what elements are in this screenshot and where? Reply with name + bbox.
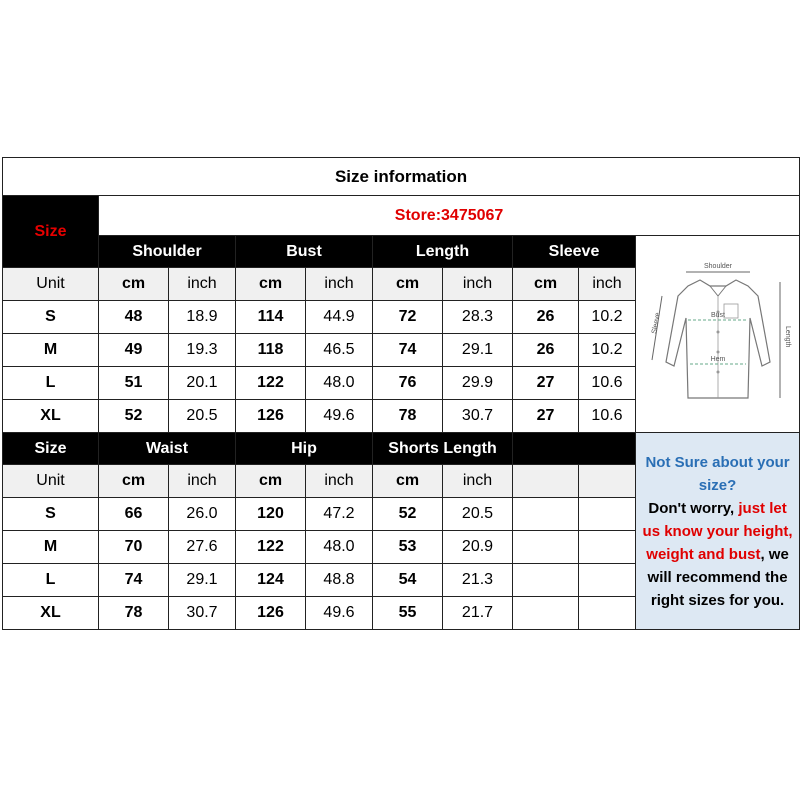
empty-cell (513, 465, 579, 498)
size-cell: S (3, 498, 99, 531)
unit-cm: cm (99, 268, 169, 301)
header-shoulder: Shoulder (99, 236, 236, 268)
value-cell: 26 (513, 334, 579, 367)
empty-cell (513, 498, 579, 531)
unit-cm: cm (236, 268, 306, 301)
empty-cell (513, 531, 579, 564)
value-cell: 26 (513, 301, 579, 334)
note-question: Not Sure about your size? (645, 453, 790, 494)
value-cell: 10.6 (579, 400, 636, 433)
value-cell: 27 (513, 367, 579, 400)
value-cell: 78 (99, 597, 169, 630)
value-cell: 51 (99, 367, 169, 400)
value-cell: 52 (99, 400, 169, 433)
size-column-label: Size (3, 196, 99, 268)
value-cell: 48.0 (306, 531, 373, 564)
unit-cm: cm (513, 268, 579, 301)
diagram-bust-label: Bust (710, 311, 725, 319)
unit-cm: cm (373, 268, 443, 301)
empty-cell (579, 531, 636, 564)
empty-cell (579, 564, 636, 597)
header-shorts-length: Shorts Length (373, 433, 513, 465)
value-cell: 20.9 (443, 531, 513, 564)
value-cell: 49.6 (306, 597, 373, 630)
value-cell: 120 (236, 498, 306, 531)
note-recommend: , we will recommend the right sizes for you. (647, 545, 789, 609)
note-request: just let us know your height, weight and bust (642, 499, 793, 563)
empty-cell (579, 498, 636, 531)
value-cell: 70 (99, 531, 169, 564)
value-cell: 66 (99, 498, 169, 531)
value-cell: 28.3 (443, 301, 513, 334)
value-cell: 29.9 (443, 367, 513, 400)
unit-inch: inch (443, 268, 513, 301)
value-cell: 55 (373, 597, 443, 630)
value-cell: 76 (373, 367, 443, 400)
value-cell: 48 (99, 301, 169, 334)
value-cell: 10.6 (579, 367, 636, 400)
empty-cell (579, 597, 636, 630)
value-cell: 21.7 (443, 597, 513, 630)
value-cell: 49.6 (306, 400, 373, 433)
value-cell: 72 (373, 301, 443, 334)
unit-inch: inch (579, 268, 636, 301)
value-cell: 124 (236, 564, 306, 597)
value-cell: 122 (236, 367, 306, 400)
unit-inch: inch (443, 465, 513, 498)
size-cell: M (3, 334, 99, 367)
empty-cell (513, 597, 579, 630)
value-cell: 10.2 (579, 301, 636, 334)
value-cell: 78 (373, 400, 443, 433)
value-cell: 54 (373, 564, 443, 597)
value-cell: 20.5 (169, 400, 236, 433)
size-cell: XL (3, 597, 99, 630)
size-cell: M (3, 531, 99, 564)
store-label: Store:3475067 (99, 196, 800, 236)
unit-inch: inch (306, 465, 373, 498)
header-bust: Bust (236, 236, 373, 268)
value-cell: 122 (236, 531, 306, 564)
value-cell: 10.2 (579, 334, 636, 367)
size-cell: L (3, 367, 99, 400)
unit-cm: cm (373, 465, 443, 498)
size-cell: XL (3, 400, 99, 433)
size-help-note (636, 433, 800, 630)
value-cell: 26.0 (169, 498, 236, 531)
value-cell: 48.0 (306, 367, 373, 400)
header-size: Size (3, 433, 99, 465)
header-empty (513, 433, 636, 465)
value-cell: 126 (236, 597, 306, 630)
note-dont-worry: Don't worry, (648, 499, 739, 517)
header-length: Length (373, 236, 513, 268)
value-cell: 126 (236, 400, 306, 433)
value-cell: 29.1 (443, 334, 513, 367)
value-cell: 30.7 (169, 597, 236, 630)
value-cell: 52 (373, 498, 443, 531)
unit-cm: cm (99, 465, 169, 498)
value-cell: 29.1 (169, 564, 236, 597)
shirt-measurement-icon (638, 252, 798, 417)
value-cell: 49 (99, 334, 169, 367)
value-cell: 46.5 (306, 334, 373, 367)
value-cell: 114 (236, 301, 306, 334)
diagram-sleeve-label: Sleeve (650, 311, 662, 334)
unit-label: Unit (3, 465, 99, 498)
value-cell: 27.6 (169, 531, 236, 564)
value-cell: 27 (513, 400, 579, 433)
size-cell: S (3, 301, 99, 334)
diagram-length-label: Length (783, 325, 791, 347)
value-cell: 20.1 (169, 367, 236, 400)
value-cell: 74 (99, 564, 169, 597)
shirt-diagram (636, 236, 800, 433)
unit-inch: inch (169, 268, 236, 301)
empty-cell (579, 465, 636, 498)
unit-cm: cm (236, 465, 306, 498)
diagram-hem-label: Hem (710, 355, 725, 363)
value-cell: 48.8 (306, 564, 373, 597)
value-cell: 44.9 (306, 301, 373, 334)
header-waist: Waist (99, 433, 236, 465)
diagram-shoulder-label: Shoulder (703, 262, 732, 270)
size-chart (2, 157, 799, 641)
value-cell: 18.9 (169, 301, 236, 334)
header-sleeve: Sleeve (513, 236, 636, 268)
chart-title: Size information (3, 158, 800, 196)
value-cell: 47.2 (306, 498, 373, 531)
value-cell: 30.7 (443, 400, 513, 433)
unit-inch: inch (306, 268, 373, 301)
unit-inch: inch (169, 465, 236, 498)
size-table (2, 157, 800, 630)
value-cell: 21.3 (443, 564, 513, 597)
value-cell: 19.3 (169, 334, 236, 367)
value-cell: 118 (236, 334, 306, 367)
size-cell: L (3, 564, 99, 597)
value-cell: 74 (373, 334, 443, 367)
unit-label: Unit (3, 268, 99, 301)
value-cell: 20.5 (443, 498, 513, 531)
empty-cell (513, 564, 579, 597)
value-cell: 53 (373, 531, 443, 564)
header-hip: Hip (236, 433, 373, 465)
